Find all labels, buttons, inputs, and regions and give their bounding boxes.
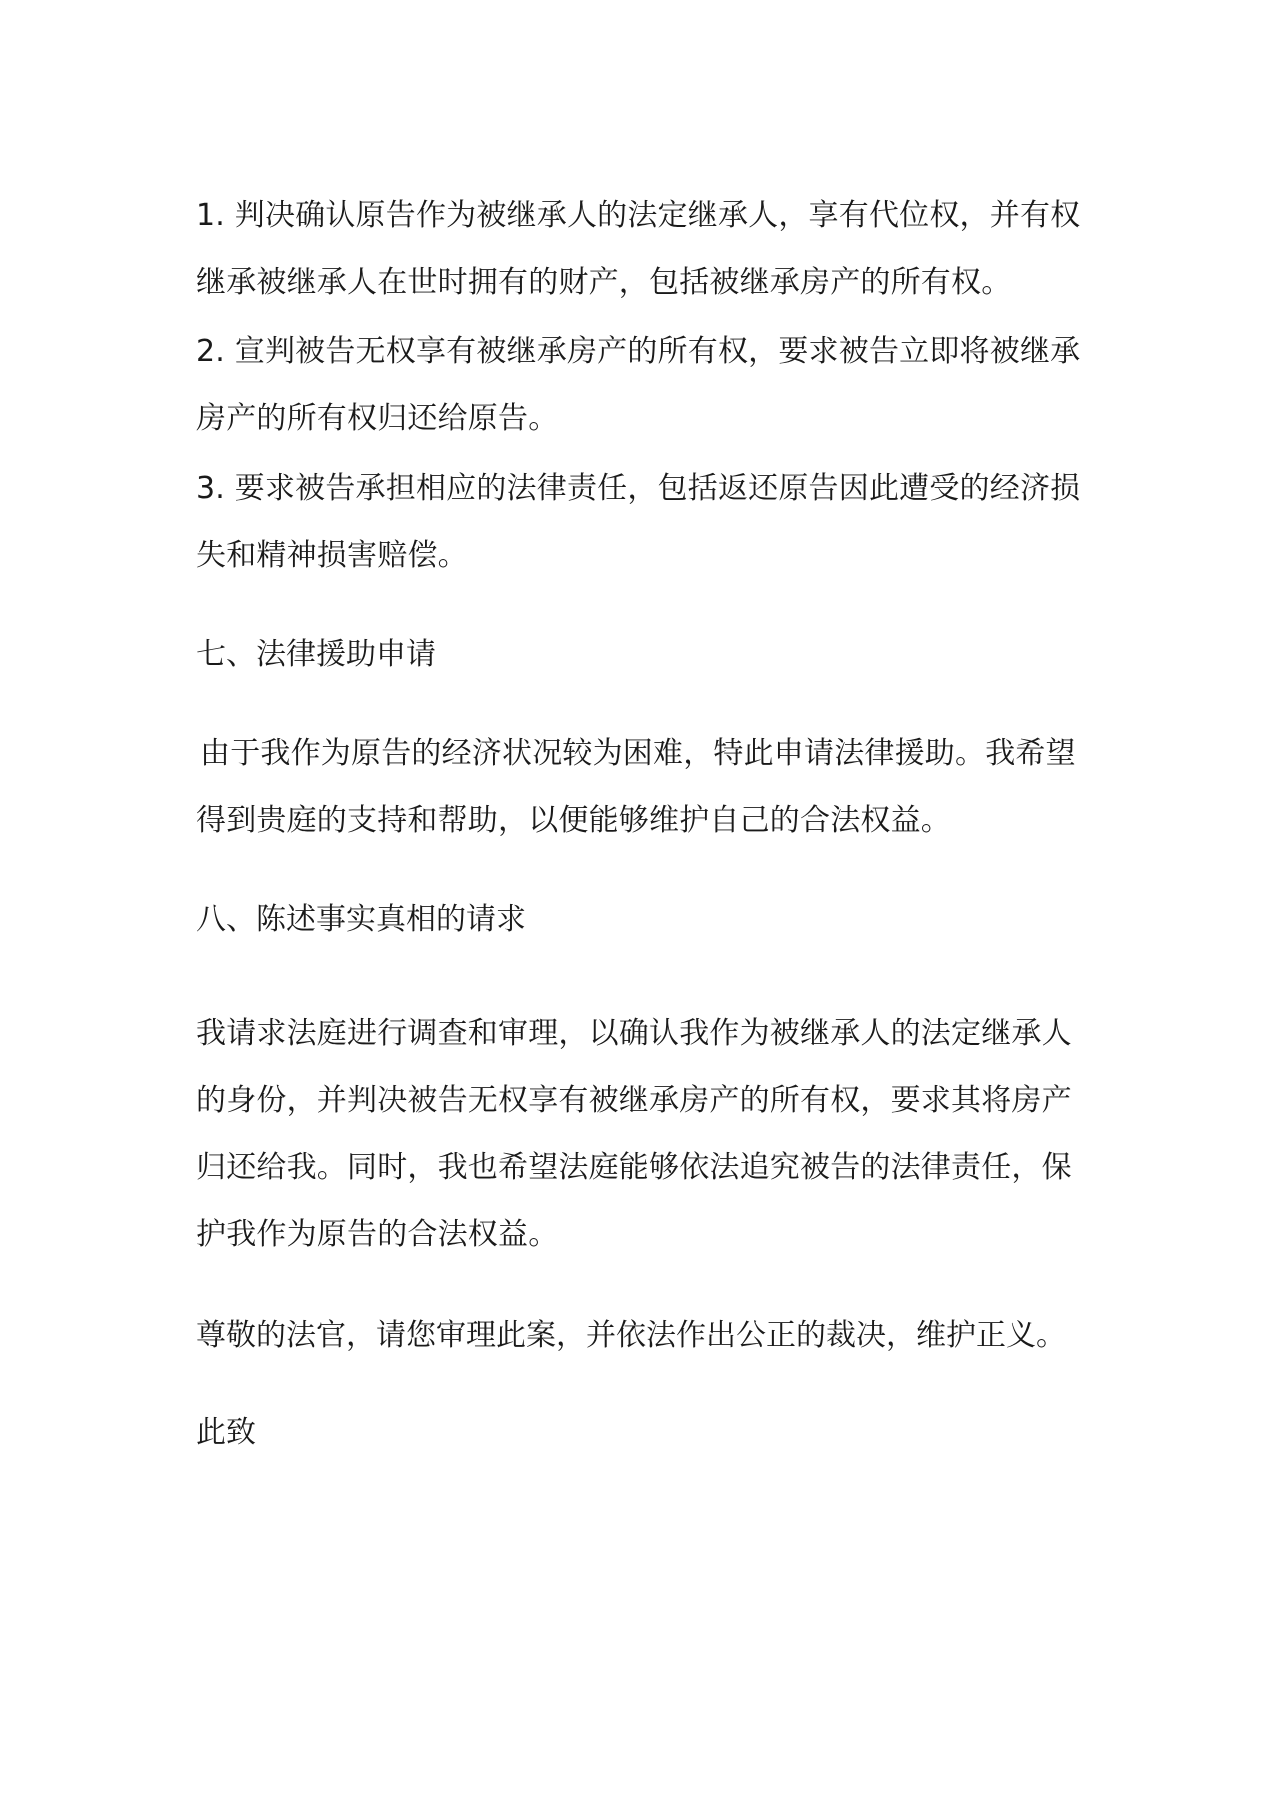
section-8-line-4: 护我作为原告的合法权益。	[196, 1217, 559, 1252]
list-item-2	[196, 318, 1096, 452]
list-item-1-line-2: 继承被继承人在世时拥有的财产，包括被继承房产的所有权。	[196, 265, 1012, 300]
section-7-line-2: 得到贵庭的支持和帮助，以便能够维护自己的合法权益。	[196, 803, 951, 838]
section-8-heading: 八、陈述事实真相的请求	[196, 902, 526, 937]
salutation: 此致	[196, 1415, 256, 1450]
section-7-paragraph	[196, 720, 1096, 854]
list-item-3	[196, 455, 1096, 589]
list-item-1-line-1: 1. 判决确认原告作为被继承人的法定继承人，享有代位权，并有权	[196, 198, 1081, 233]
section-8-paragraph	[196, 1000, 1096, 1268]
list-item-2-line-1: 2. 宣判被告无权享有被继承房产的所有权，要求被告立即将被继承	[196, 334, 1081, 369]
section-8-line-1: 我请求法庭进行调查和审理，以确认我作为被继承人的法定继承人	[196, 1016, 1072, 1051]
list-item-3-line-2: 失和精神损害赔偿。	[196, 538, 468, 573]
section-8-line-3: 归还给我。同时，我也希望法庭能够依法追究被告的法律责任，保	[196, 1150, 1072, 1185]
section-8-line-2: 的身份，并判决被告无权享有被继承房产的所有权，要求其将房产	[196, 1083, 1072, 1118]
section-7-line-1: 由于我作为原告的经济状况较为困难，特此申请法律援助。我希望	[200, 736, 1076, 771]
list-item-1	[196, 182, 1096, 316]
list-item-2-line-2: 房产的所有权归还给原告。	[196, 401, 559, 436]
closing-line: 尊敬的法官，请您审理此案，并依法作出公正的裁决，维护正义。	[196, 1318, 1066, 1353]
section-7-heading: 七、法律援助申请	[196, 637, 436, 672]
list-item-3-line-1: 3. 要求被告承担相应的法律责任，包括返还原告因此遭受的经济损	[196, 471, 1081, 506]
